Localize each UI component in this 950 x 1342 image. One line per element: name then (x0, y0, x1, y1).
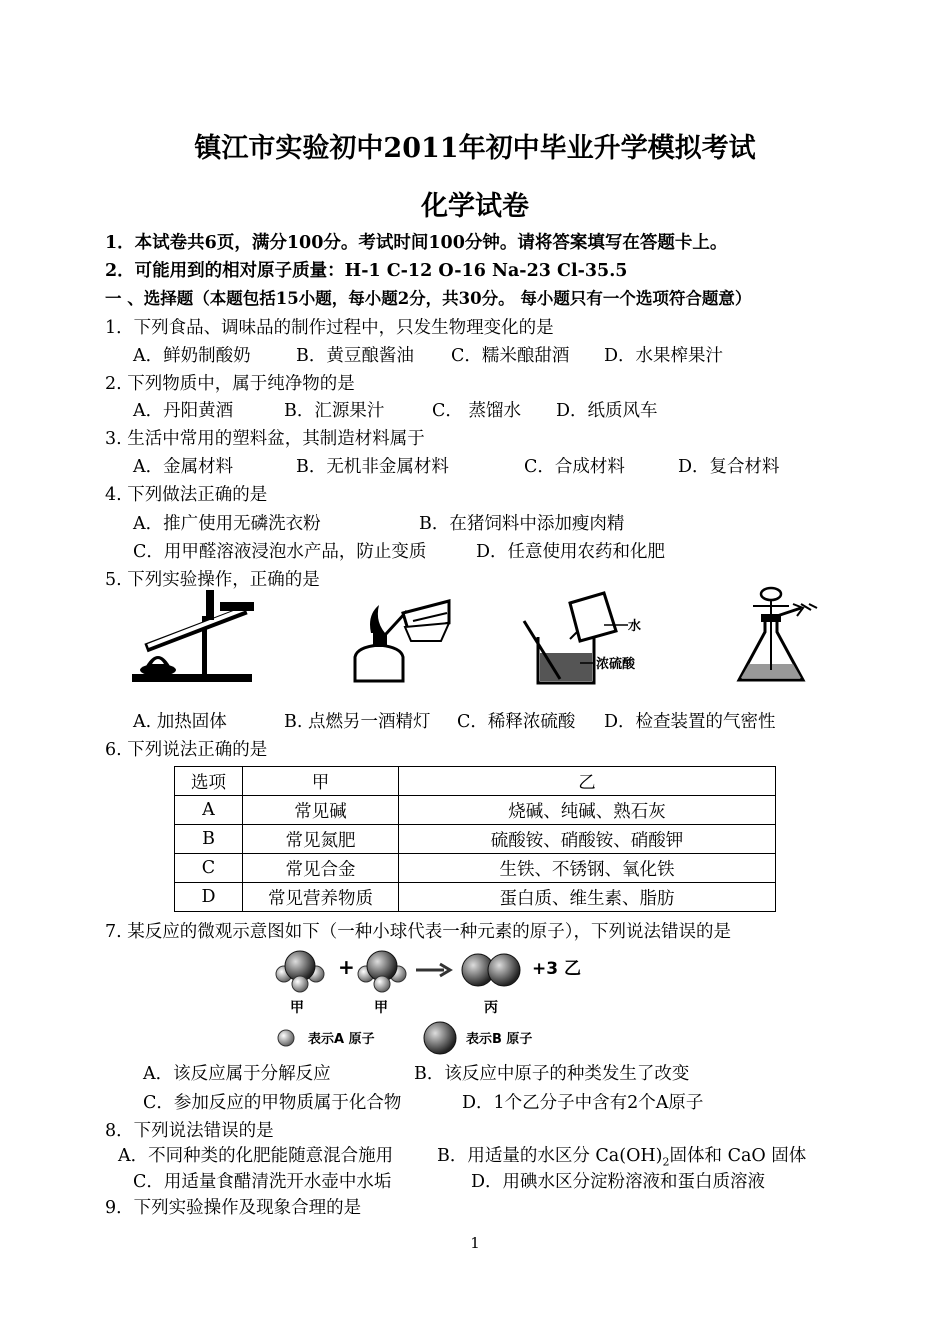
table-cell: A (175, 796, 243, 825)
table-row (175, 825, 776, 854)
alcohol-lamp-figure (345, 593, 457, 687)
q5-stem: 5. 下列实验操作，正确的是 (105, 570, 320, 590)
exam-title: 镇江市实验初中2011年初中毕业升学模拟考试 (194, 133, 756, 164)
q6-stem: 6. 下列说法正确的是 (105, 740, 268, 760)
table-cell: 常见合金 (243, 854, 399, 883)
table-cell: 蛋白质、维生素、脂肪 (399, 883, 776, 912)
q8-option-c: C．用适量食醋清洗开水壶中水垢 (133, 1172, 392, 1192)
heating-solid-figure (128, 588, 262, 686)
q1-option-d: D．水果榨果汁 (604, 346, 724, 366)
dilute-acid-figure (520, 591, 660, 687)
q2-option-d: D．纸质风车 (556, 401, 658, 421)
q4-option-c: C．用甲醛溶液浸泡水产品，防止变质 (133, 542, 427, 562)
q5-option-c: C．稀释浓硫酸 (457, 712, 576, 732)
label-jia-2: 甲 (374, 1000, 388, 1016)
table-cell: D (175, 883, 243, 912)
table-row (175, 796, 776, 825)
table-cell: 常见碱 (243, 796, 399, 825)
airtight-check-figure (729, 584, 821, 686)
q5-option-a: A. 加热固体 (133, 712, 227, 732)
q8-option-d: D．用碘水区分淀粉溶液和蛋白质溶液 (471, 1172, 766, 1192)
q4-option-d: D．任意使用农药和化肥 (476, 542, 666, 562)
q8-option-a: A．不同种类的化肥能随意混合施用 (118, 1146, 394, 1166)
table-header-cell: 甲 (243, 767, 399, 796)
table-cell: 硫酸铵、硝酸铵、硝酸钾 (399, 825, 776, 854)
q3-option-b: B．无机非金属材料 (296, 457, 449, 477)
q1-option-a: A．鲜奶制酸奶 (133, 346, 251, 366)
q3-option-a: A．金属材料 (133, 457, 234, 477)
q2-option-c: C． 蒸馏水 (432, 401, 521, 421)
table-cell: 生铁、不锈钢、氧化铁 (399, 854, 776, 883)
note-2: 2．可能用到的相对原子质量：H-1 C-12 O-16 Na-23 Cl-35.5 (105, 261, 628, 281)
q8-option-b (437, 1145, 806, 1174)
q7-stem: 7. 某反应的微观示意图如下（一种小球代表一种元素的原子），下列说法错误的是 (105, 922, 732, 942)
table-cell: C (175, 854, 243, 883)
water-label: 水 (628, 619, 642, 634)
q7-option-a: A．该反应属于分解反应 (143, 1064, 331, 1084)
q4-option-a: A．推广使用无磷洗衣粉 (133, 514, 321, 534)
q7-option-d: D．1个乙分子中含有2个A原子 (462, 1093, 704, 1113)
q2-option-b: B．汇源果汁 (284, 401, 385, 421)
section-heading: 一 、选择题（本题包括15小题，每小题2分，共30分。 每小题只有一个选项符合题意） (105, 289, 752, 308)
plus-3-yi: +3 乙 (532, 959, 581, 979)
reaction-diagram (270, 944, 600, 1056)
q7-option-c: C．参加反应的甲物质属于化合物 (143, 1093, 402, 1113)
q4-stem: 4. 下列做法正确的是 (105, 485, 268, 505)
q3-stem: 3. 生活中常用的塑料盆，其制造材料属于 (105, 429, 425, 449)
q3-option-d: D．复合材料 (678, 457, 780, 477)
table-row (175, 883, 776, 912)
page-number: 1 (470, 1234, 480, 1252)
q7-option-b: B．该反应中原子的种类发生了改变 (414, 1064, 690, 1084)
q1-option-c: C．糯米酿甜酒 (451, 346, 570, 366)
legend-b-atom: 表示B 原子 (466, 1032, 533, 1047)
q5-option-b: B. 点燃另一酒精灯 (284, 712, 431, 732)
plus-sign: + (338, 955, 355, 979)
q3-option-c: C．合成材料 (524, 457, 625, 477)
table-cell: B (175, 825, 243, 854)
q4-option-b: B．在猪饲料中添加瘦肉精 (419, 514, 625, 534)
table-header-cell: 乙 (399, 767, 776, 796)
q1-stem: 1．下列食品、调味品的制作过程中，只发生物理变化的是 (105, 318, 554, 338)
q2-stem: 2. 下列物质中，属于纯净物的是 (105, 374, 355, 394)
q2-option-a: A．丹阳黄酒 (133, 401, 234, 421)
label-bing: 丙 (484, 1000, 498, 1016)
q8-option-b-pre: B．用适量的水区分 Ca(OH) (437, 1146, 663, 1166)
table-cell: 常见营养物质 (243, 883, 399, 912)
exam-subtitle: 化学试卷 (421, 191, 529, 222)
legend-a-atom: 表示A 原子 (308, 1032, 375, 1047)
q9-stem: 9．下列实验操作及现象合理的是 (105, 1198, 362, 1218)
table-row (175, 854, 776, 883)
acid-label: 浓硫酸 (596, 657, 636, 672)
q5-option-d: D．检查装置的气密性 (604, 712, 776, 732)
table-cell: 烧碱、纯碱、熟石灰 (399, 796, 776, 825)
q6-table (174, 766, 776, 912)
q8-stem: 8．下列说法错误的是 (105, 1121, 274, 1141)
table-cell: 常见氮肥 (243, 825, 399, 854)
label-jia-1: 甲 (290, 1000, 304, 1016)
q8-option-b-sub: 2 (662, 1155, 670, 1169)
table-header-cell: 选项 (175, 767, 243, 796)
q1-option-b: B．黄豆酿酱油 (296, 346, 414, 366)
note-1: 1．本试卷共6页，满分100分。考试时间100分钟。请将答案填写在答题卡上。 (105, 233, 728, 253)
q8-option-b-post: 固体和 CaO 固体 (669, 1146, 807, 1166)
table-header-row (175, 767, 776, 796)
